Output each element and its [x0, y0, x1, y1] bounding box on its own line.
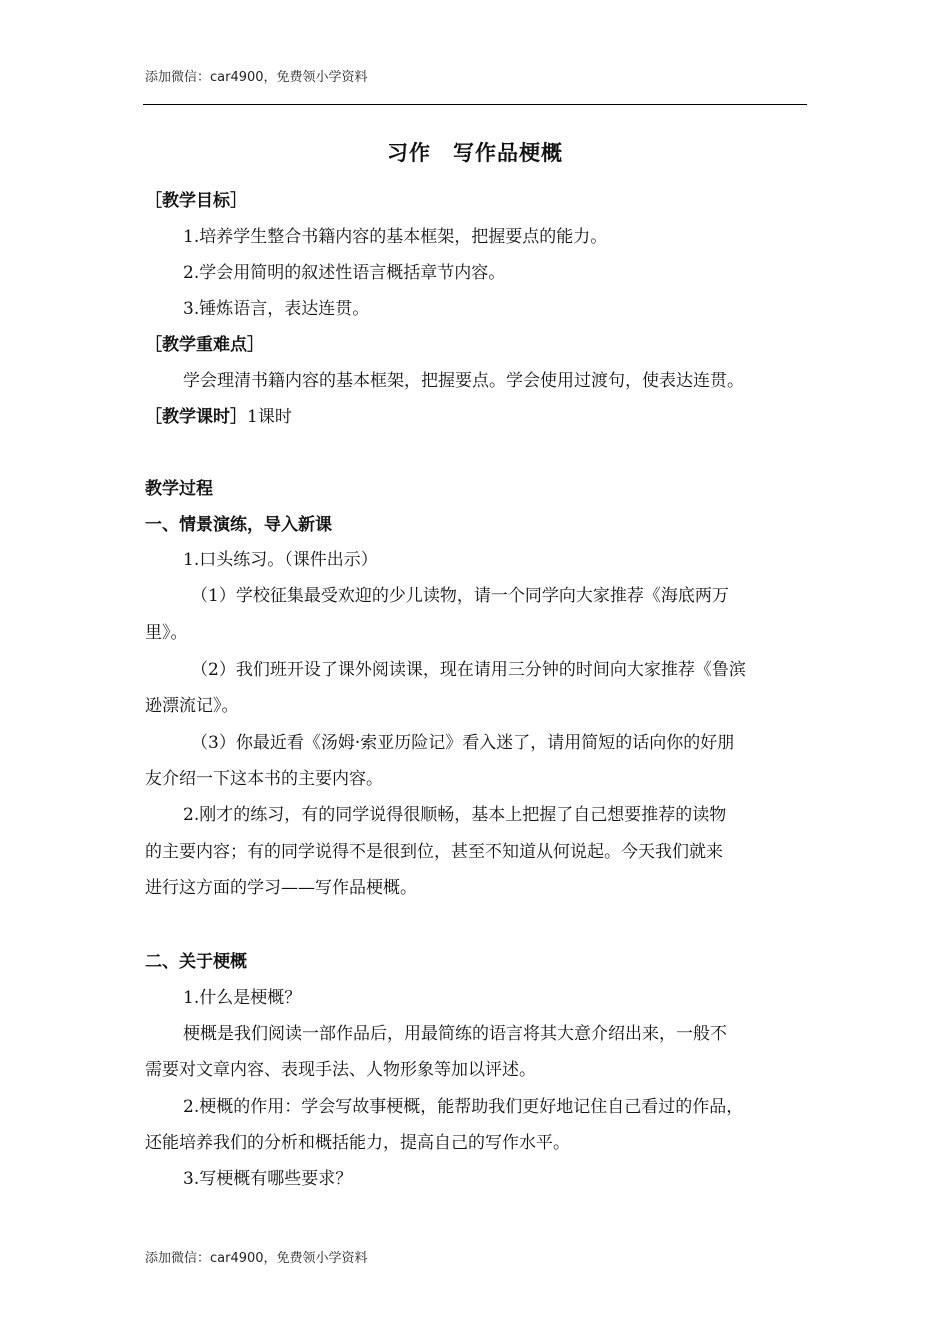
page-footer-text: 添加微信：car4900，免费领小学资料 — [145, 1251, 368, 1266]
section2-item1: 1.什么是梗概？ — [183, 988, 302, 1008]
section2-item2-line2: 还能培养我们的分析和概括能力，提高自己的写作水平。 — [145, 1133, 570, 1153]
section2-def-line2: 需要对文章内容、表现手法、人物形象等加以评述。 — [145, 1060, 536, 1080]
key-points-text: 学会理清书籍内容的基本框架，把握要点。学会使用过渡句，使表达连贯。 — [183, 371, 744, 391]
objective-item-1: 1.培养学生整合书籍内容的基本框架，把握要点的能力。 — [183, 227, 608, 247]
section1-item2-line1: 2.刚才的练习，有的同学说得很顺畅，基本上把握了自己想要推荐的读物 — [183, 805, 727, 825]
section1-sub1-line1: （1）学校征集最受欢迎的少儿读物，请一个同学向大家推荐《海底两万 — [191, 586, 729, 606]
section2-def-line1: 梗概是我们阅读一部作品后，用最简练的语言将其大意介绍出来，一般不 — [183, 1024, 727, 1044]
process-heading: 教学过程 — [145, 479, 213, 499]
section2-item2-line1: 2.梗概的作用：学会写故事梗概，能帮助我们更好地记住自己看过的作品， — [183, 1097, 744, 1117]
objective-item-3: 3.锤炼语言，表达连贯。 — [183, 299, 370, 319]
document-title: 习作 写作品梗概 — [387, 141, 563, 165]
class-hours-heading: ［教学课时］ — [145, 407, 247, 427]
section2-heading: 二、关于梗概 — [145, 952, 247, 972]
section1-heading: 一、情景演练，导入新课 — [145, 515, 332, 535]
section1-sub3-line1: （3）你最近看《汤姆·索亚历险记》看入迷了，请用简短的话向你的好朋 — [191, 733, 735, 753]
class-hours-line — [145, 406, 292, 428]
section1-sub1-line2: 里》。 — [145, 623, 188, 643]
page-header-text: 添加微信：car4900，免费领小学资料 — [145, 70, 368, 85]
section1-item2-line3: 进行这方面的学习——写作品梗概。 — [145, 878, 417, 898]
section1-sub2-line1: （2）我们班开设了课外阅读课，现在请用三分钟的时间向大家推荐《鲁滨 — [191, 660, 746, 680]
section1-item2-line2: 的主要内容；有的同学说得不是很到位，甚至不知道从何说起。今天我们就来 — [145, 842, 723, 862]
section1-item1: 1.口头练习。（课件出示） — [183, 550, 378, 570]
objective-item-2: 2.学会用简明的叙述性语言概括章节内容。 — [183, 263, 506, 283]
class-hours-value: 1课时 — [247, 407, 292, 427]
objectives-heading: ［教学目标］ — [145, 191, 247, 211]
section1-sub3-line2: 友介绍一下这本书的主要内容。 — [145, 769, 383, 789]
section2-item3: 3.写梗概有哪些要求？ — [183, 1169, 353, 1189]
section1-sub2-line2: 逊漂流记》。 — [145, 696, 239, 716]
header-divider — [143, 104, 807, 105]
key-points-heading: ［教学重难点］ — [145, 335, 264, 355]
